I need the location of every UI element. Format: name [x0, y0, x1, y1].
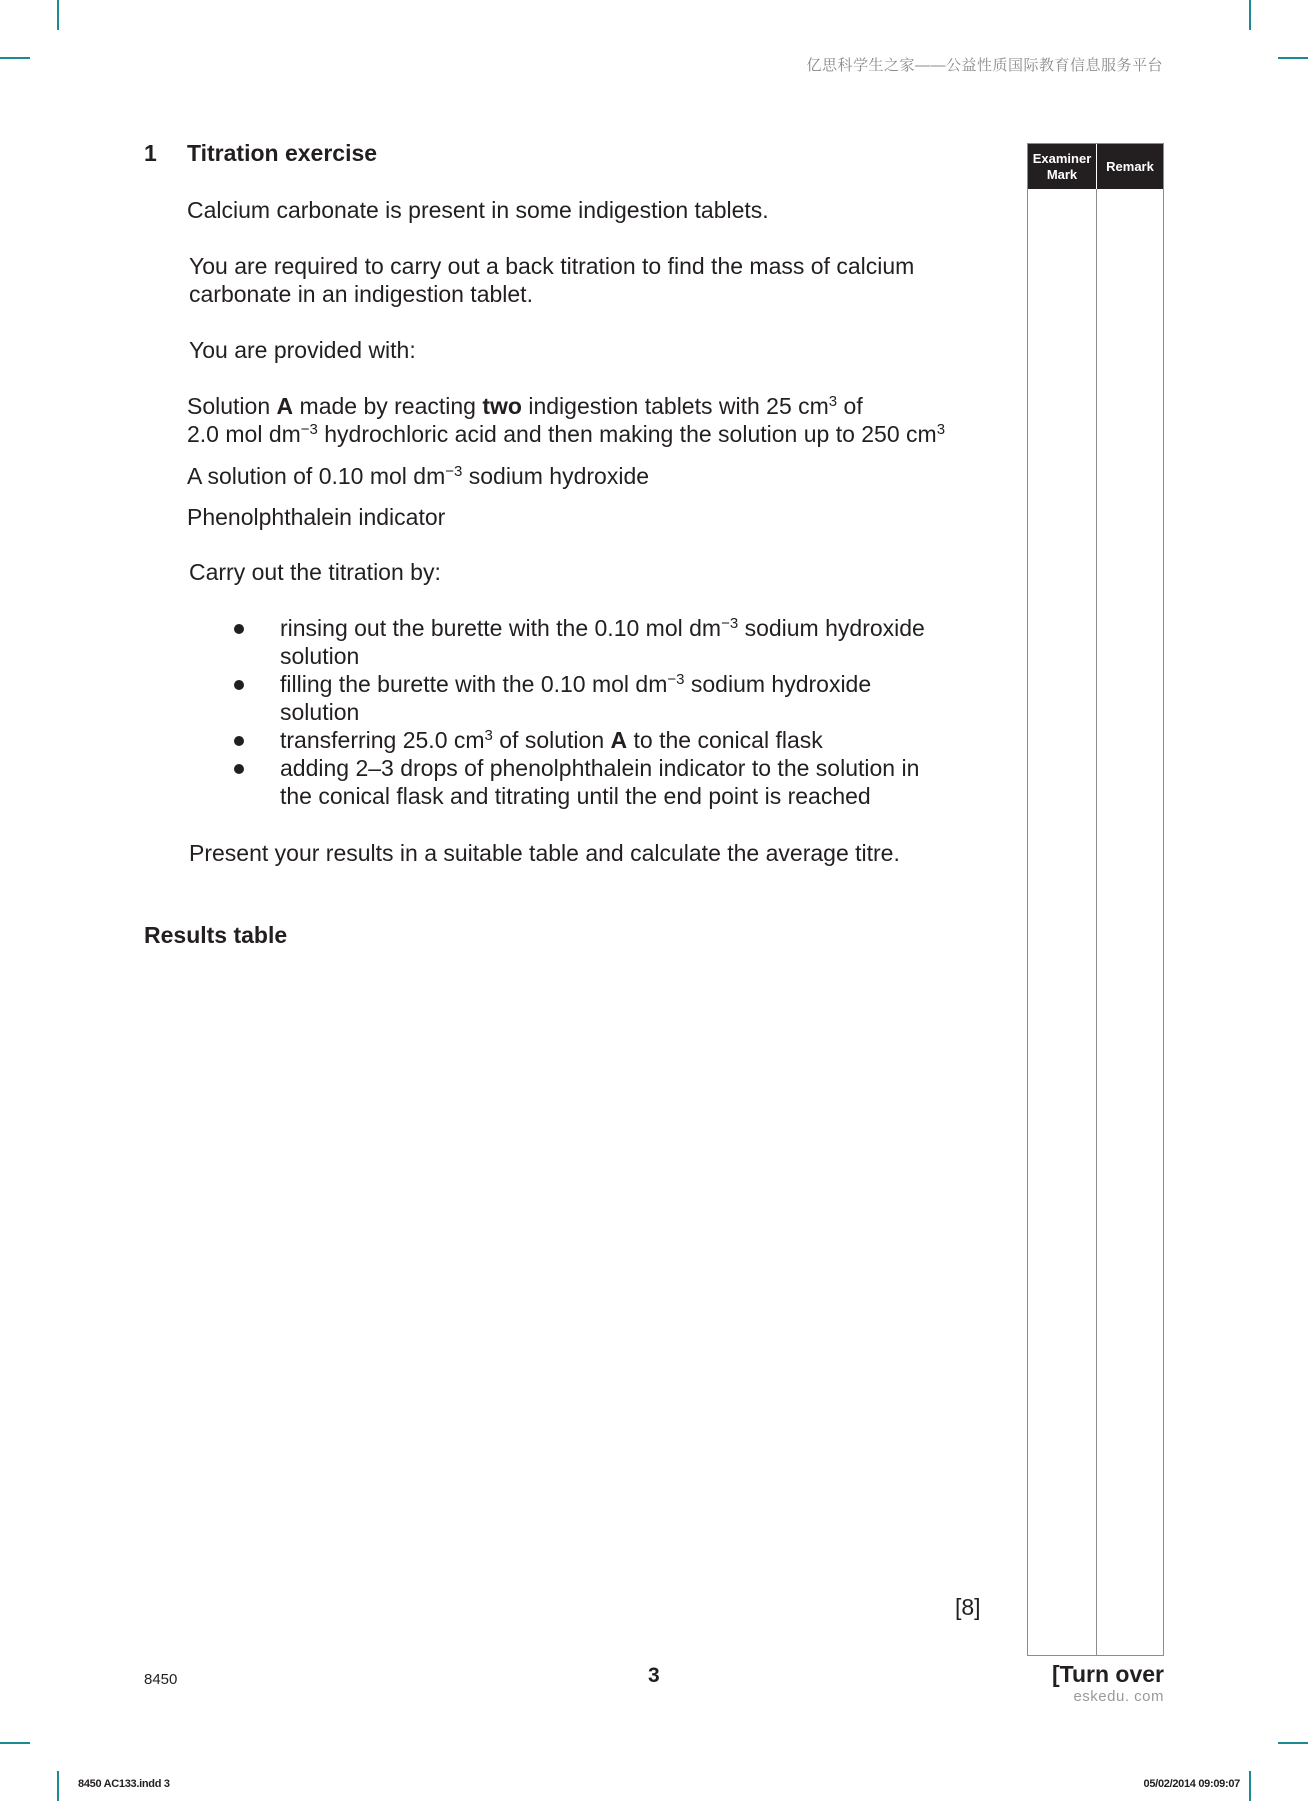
intro-text: Calcium carbonate is present in some indigestion tablets. [187, 197, 769, 223]
step-text: sodium hydroxide [684, 671, 872, 697]
solution-a-text: Solution [187, 393, 277, 419]
step-text: sodium hydroxide [738, 615, 925, 641]
slug-timestamp: 05/02/2014 09:09:07 [1143, 1778, 1240, 1790]
column-divider [1096, 144, 1097, 1655]
examiner-header [1028, 144, 1163, 189]
superscript: 3 [828, 393, 838, 410]
remark-header: Remark [1106, 158, 1154, 174]
solution-a-label: A [276, 393, 294, 419]
task-line-1: You are required to carry out a back titration to find the mass of calcium [189, 253, 915, 279]
crop-mark [0, 57, 30, 59]
naoh-text: A solution of 0.10 mol dm [187, 463, 446, 489]
header-label: Mark [1046, 166, 1078, 182]
step-text: adding 2–3 drops of phenolphthalein indicator to the solution in [280, 755, 920, 781]
procedure-steps [234, 614, 925, 810]
bullet-icon [234, 736, 244, 746]
crop-mark [57, 1771, 59, 1801]
examiner-mark-header [1028, 144, 1097, 189]
solution-a-text: hydrochloric acid and then making the solution up to 250 cm [317, 421, 937, 447]
crop-mark [1249, 1771, 1251, 1801]
solution-a-text: 2.0 mol dm [187, 421, 301, 447]
solution-a-text: of [837, 393, 863, 419]
superscript: −3 [667, 671, 685, 688]
naoh-solution [187, 462, 649, 490]
solution-a-text: indigestion tablets with 25 cm [521, 393, 829, 419]
watermark-top: 亿思科学生之家——公益性质国际教育信息服务平台 [806, 57, 1163, 74]
turn-over-label: [Turn over [1051, 1661, 1164, 1687]
list-item [234, 726, 925, 754]
crop-mark [57, 0, 59, 30]
indicator-text: Phenolphthalein indicator [187, 504, 446, 530]
bullet-icon [234, 680, 244, 690]
step-text: solution [280, 699, 360, 725]
solution-a-description [187, 392, 945, 448]
crop-mark [1249, 0, 1251, 30]
tablet-count: two [482, 393, 522, 419]
step-text: transferring 25.0 cm [280, 727, 485, 753]
step-text: the conical flask and titrating until the end point is reached [280, 783, 871, 809]
crop-mark [0, 1742, 30, 1744]
slug-file-name: 8450 AC133.indd 3 [78, 1778, 170, 1790]
step-text: solution [280, 643, 360, 669]
task-text [189, 252, 914, 308]
superscript: 3 [484, 727, 493, 744]
superscript: −3 [300, 421, 318, 438]
procedure-heading: Carry out the titration by: [189, 559, 441, 585]
instruction-text: Present your results in a suitable table and calculate the average titre. [189, 840, 900, 866]
task-line-2: carbonate in an indigestion tablet. [189, 281, 533, 307]
crop-mark [1278, 57, 1308, 59]
question-number: 1 [144, 140, 157, 166]
solution-a-label: A [610, 727, 628, 753]
list-item [234, 754, 925, 810]
crop-mark [1278, 1742, 1308, 1744]
superscript: 3 [936, 421, 946, 438]
provided-heading: You are provided with: [189, 337, 416, 363]
step-text: filling the burette with the 0.10 mol dm [280, 671, 668, 697]
marks-available: [8] [955, 1594, 981, 1620]
header-label: Examiner [1032, 150, 1092, 166]
step-text: of solution [492, 727, 611, 753]
solution-a-text: made by reacting [293, 393, 483, 419]
watermark-bottom: eskedu. com [1073, 1688, 1164, 1705]
results-table-heading: Results table [144, 922, 288, 948]
paper-code: 8450 [144, 1671, 178, 1688]
step-text: to the conical flask [627, 727, 823, 753]
superscript: −3 [721, 615, 739, 632]
list-item [234, 670, 925, 726]
step-text: rinsing out the burette with the 0.10 mol dm [280, 615, 722, 641]
list-item [234, 614, 925, 670]
bullet-icon [234, 764, 244, 774]
question-title: Titration exercise [187, 140, 378, 166]
naoh-text: sodium hydroxide [462, 463, 650, 489]
superscript: −3 [445, 463, 463, 480]
examiner-mark-column [1027, 143, 1164, 1656]
bullet-icon [234, 624, 244, 634]
page-number: 3 [648, 1664, 660, 1687]
